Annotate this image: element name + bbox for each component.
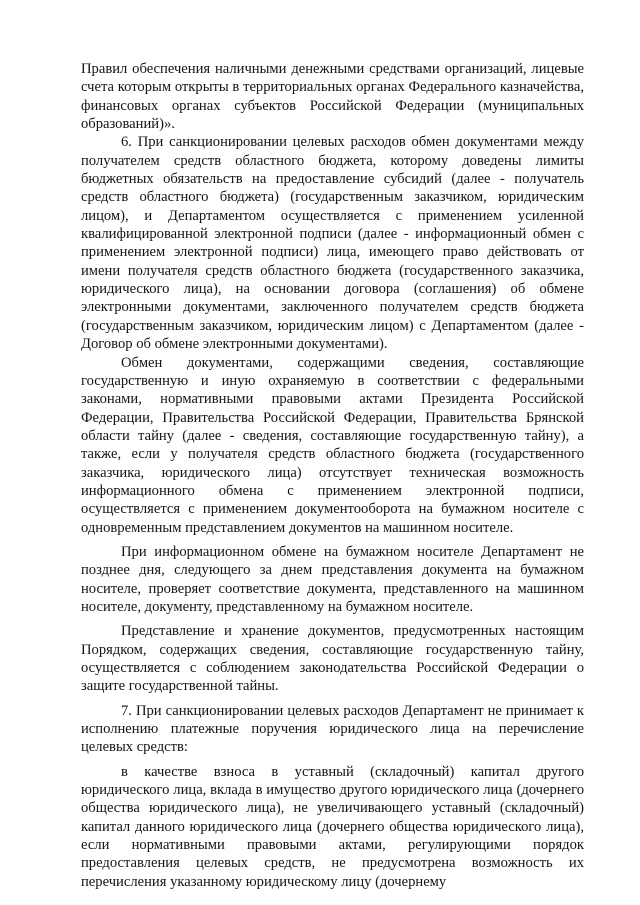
paragraph-document-storage: Представление и хранение документов, предусмотренных настоящим Порядком, содержащих сведения, составляющие государственную тайну, осуществляется с соблюдением законодательства Российской Федерации о защите государственной тайны. xyxy=(81,623,584,695)
paragraph-state-secret-exchange: Обмен документами, содержащими сведения, составляющие государственную и иную охраняемую в соответствии с федеральными законами, нормативными правовыми актами Президента Российской Федерации, Правительства Российской Федерации, Правительства Брянской области тайну (далее - сведения, составляющие государственную тайну), а также, если у получателя средств областного бюджета (государственного заказчика, юридического лица) отсутствует техническая возможность информационного обмена с применением электронной подписи, осуществляется с применением документооборота на бумажном носителе с одновременным представлением документов на машинном носителе. xyxy=(81,354,584,536)
paragraph-capital-contribution: в качестве взноса в уставный (складочный) капитал другого юридического лица, вклада в имущество другого юридического лица (дочернего общества юридического лица), не увеличивающего уставный (складочный) капитал данного юридического лица (дочернего общества юридического лица), если нормативными правовыми актами, регулирующими порядок предоставления целевых средств, не предусмотрена возможность их перечисления указанному юридическому лицу (дочернему xyxy=(81,763,584,890)
document-body xyxy=(81,60,584,891)
paragraph-item-6: 6. При санкционировании целевых расходов обмен документами между получателем средств областного бюджета, которому доведены лимиты бюджетных обязательств на предоставление субсидий (далее - получатель средств областного бюджета) (государственным заказчиком, юридическим лицом), и Департаментом осуществляется с применением усиленной квалифицированной электронной подписи (далее - информационный обмен с применением электронной подписи) лица, имеющего право действовать от имени получателя средств областного бюджета (государственного заказчика, юридического лица), на основании договора (соглашения) об обмене электронными документами, заключенного получателем средств бюджета (государственным заказчиком, юридическим лицом) с Департаментом (далее - Договор об обмене электронными документами). xyxy=(81,134,584,353)
paragraph-paper-exchange: При информационном обмене на бумажном носителе Департамент не позднее дня, следующего за днем представления документа на бумажном носителе, проверяет соответствие документа, представленного на машинном носителе, документу, представленному на бумажном носителе. xyxy=(81,543,584,615)
paragraph-item-7: 7. При санкционировании целевых расходов Департамент не принимает к исполнению платежные поручения юридического лица на перечисление целевых средств: xyxy=(81,702,584,756)
paragraph-continuation: Правил обеспечения наличными денежными средствами организаций, лицевые счета которым открыты в территориальных органах Федерального казначейства, финансовых органах субъектов Российской Федерации (муниципальных образований)». xyxy=(81,61,584,133)
